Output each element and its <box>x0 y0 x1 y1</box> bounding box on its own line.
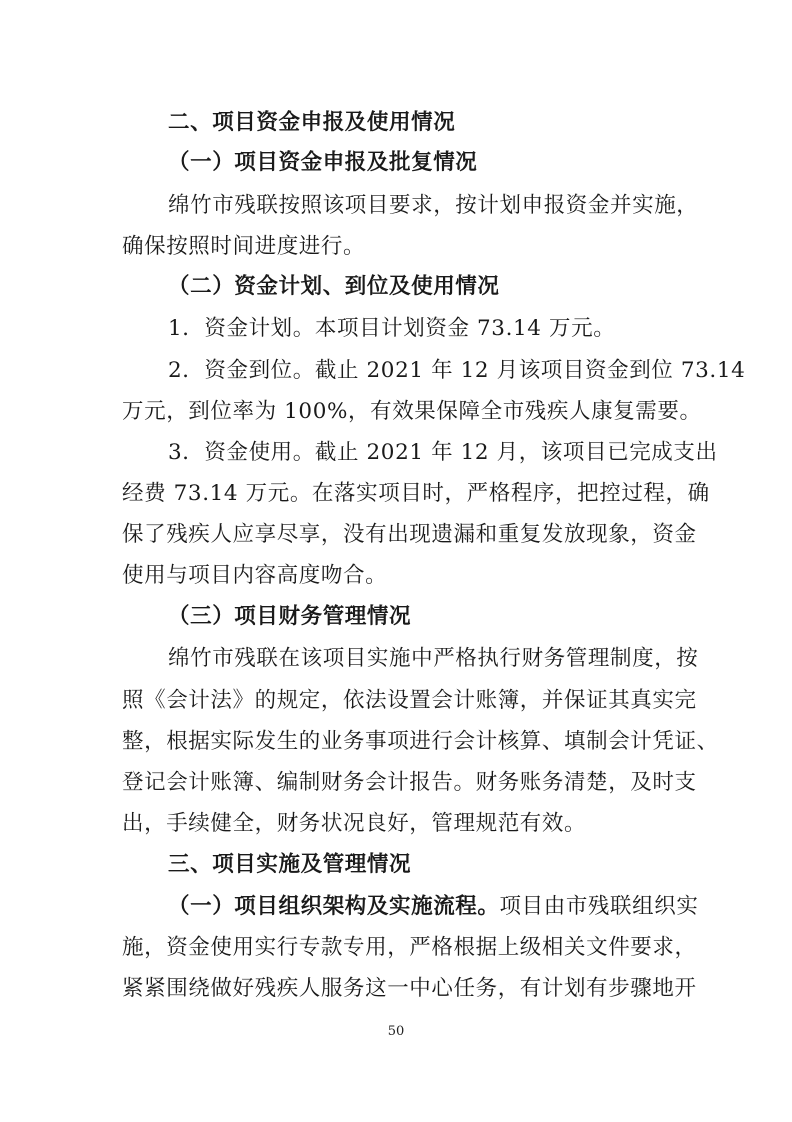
paragraph-line: 3．资金使用。截止 2021 年 12 月，该项目已完成支出 <box>168 440 718 465</box>
paragraph-line: 经费 73.14 万元。在落实项目时，严格程序，把控过程，确 <box>122 481 710 506</box>
subsection-heading-2-3: （三）项目财务管理情况 <box>168 604 412 629</box>
subsection-heading-2-2: （二）资金计划、到位及使用情况 <box>168 274 500 299</box>
paragraph-line: 照《会计法》的规定，依法设置会计账簿，并保证其真实完 <box>122 688 697 713</box>
paragraph-line: 绵竹市残联在该项目实施中严格执行财务管理制度，按 <box>168 646 699 671</box>
paragraph-line: 保了残疾人应享尽享，没有出现遗漏和重复发放现象，资金 <box>122 522 697 547</box>
section-heading-2: 二、项目资金申报及使用情况 <box>168 110 456 135</box>
paragraph-line: 万元，到位率为 100%，有效果保障全市残疾人康复需要。 <box>122 399 702 424</box>
paragraph-line: 绵竹市残联按照该项目要求，按计划申报资金并实施， <box>168 193 699 218</box>
paragraph-line: 出，手续健全，财务状况良好，管理规范有效。 <box>122 811 587 836</box>
subsection-heading-2-1: （一）项目资金申报及批复情况 <box>168 150 478 175</box>
section-heading-3: 三、项目实施及管理情况 <box>168 852 412 877</box>
paragraph-line: 使用与项目内容高度吻合。 <box>122 563 388 588</box>
inline-heading-3-1: （一）项目组织架构及实施流程。 <box>168 894 500 919</box>
paragraph-line: 整，根据实际发生的业务事项进行会计核算、填制会计凭证、 <box>122 729 719 754</box>
paragraph-line: 1．资金计划。本项目计划资金 73.14 万元。 <box>168 316 616 341</box>
paragraph-line: 施，资金使用实行专款专用，严格根据上级相关文件要求， <box>122 935 697 960</box>
paragraph-line: 2．资金到位。截止 2021 年 12 月该项目资金到位 73.14 <box>168 358 746 383</box>
paragraph-line: 登记会计账簿、编制财务会计报告。财务账务清楚，及时支 <box>122 770 697 795</box>
page-number: 50 <box>387 1024 405 1039</box>
paragraph-line: 确保按照时间进度进行。 <box>122 234 366 259</box>
inline-text: 项目由市残联组织实 <box>499 894 699 919</box>
paragraph-line <box>168 892 699 922</box>
paragraph-line: 紧紧围绕做好残疾人服务这一中心任务，有计划有步骤地开 <box>122 976 697 1001</box>
